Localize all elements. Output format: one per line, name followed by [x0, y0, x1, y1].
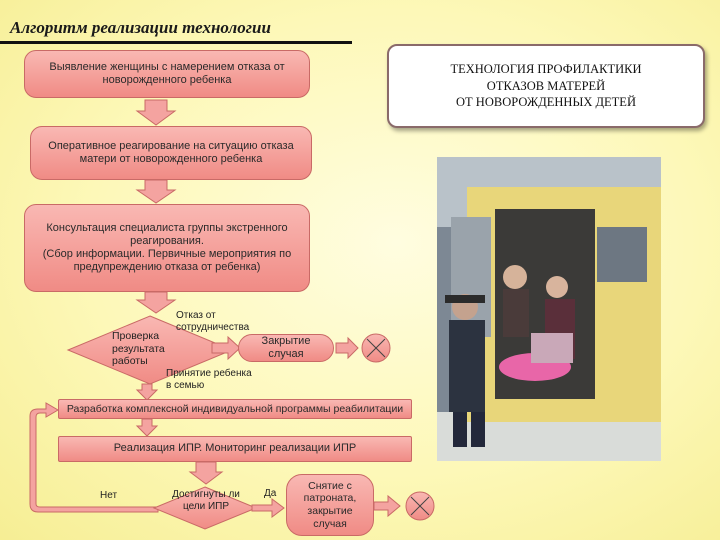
technology-callout — [387, 44, 705, 128]
close-case-box: Закрытие случая — [238, 334, 334, 362]
arrow-remove-x — [374, 496, 400, 516]
callout-line1: ТЕХНОЛОГИЯ ПРОФИЛАКТИКИ — [450, 61, 642, 76]
consultation-line1: Консультация специалиста группы экстренного реагирования. — [46, 221, 288, 247]
arrow-develop-implement — [137, 419, 157, 436]
goals-reached-label: Достигнуты ли цели ИПР — [172, 489, 240, 512]
accept-child-label: Принятие ребенка в семью — [166, 368, 252, 391]
remove-patronage-box: Снятие с патроната, закрытие случая — [286, 474, 374, 536]
yes-label: Да — [264, 488, 277, 499]
check-result-label: Проверка результата работы — [112, 330, 165, 368]
callout-line3: ОТ НОВОРОЖДЕННЫХ ДЕТЕЙ — [456, 95, 636, 110]
terminate-icon-2 — [406, 492, 434, 520]
arrow-implement-goals — [190, 462, 222, 484]
arrow-close-x — [336, 338, 358, 358]
arrow-step3-check — [137, 292, 175, 313]
slide-title: Алгоритм реализации технологии — [10, 18, 271, 37]
callout-line2: ОТКАЗОВ МАТЕРЕЙ — [486, 78, 606, 93]
step-rapid-response: Оперативное реагирование на ситуацию отказа матери от новорожденного ребенка — [30, 126, 312, 180]
arrow-check-develop — [137, 384, 157, 400]
step-detect-woman: Выявление женщины с намерением отказа от новорожденного ребенка — [24, 50, 310, 98]
no-label: Нет — [100, 490, 118, 501]
arrow-step2-step3 — [137, 180, 175, 203]
photo-mother-in-van — [437, 157, 661, 461]
arrow-goals-remove — [252, 499, 284, 517]
implement-ipr-box: Реализация ИПР. Мониторинг реализации ИПР — [58, 436, 412, 462]
develop-ipr-box: Разработка комплексной индивидуальной программы реабилитации — [58, 399, 412, 419]
arrow-step1-step2 — [137, 100, 175, 125]
step-consultation — [24, 204, 310, 292]
consultation-line2: (Сбор информации. Первичные мероприятия по предупреждению отказа от ребенка) — [42, 248, 292, 274]
refusal-label: Отказ от сотрудничества — [176, 310, 250, 333]
terminate-icon — [362, 334, 390, 362]
